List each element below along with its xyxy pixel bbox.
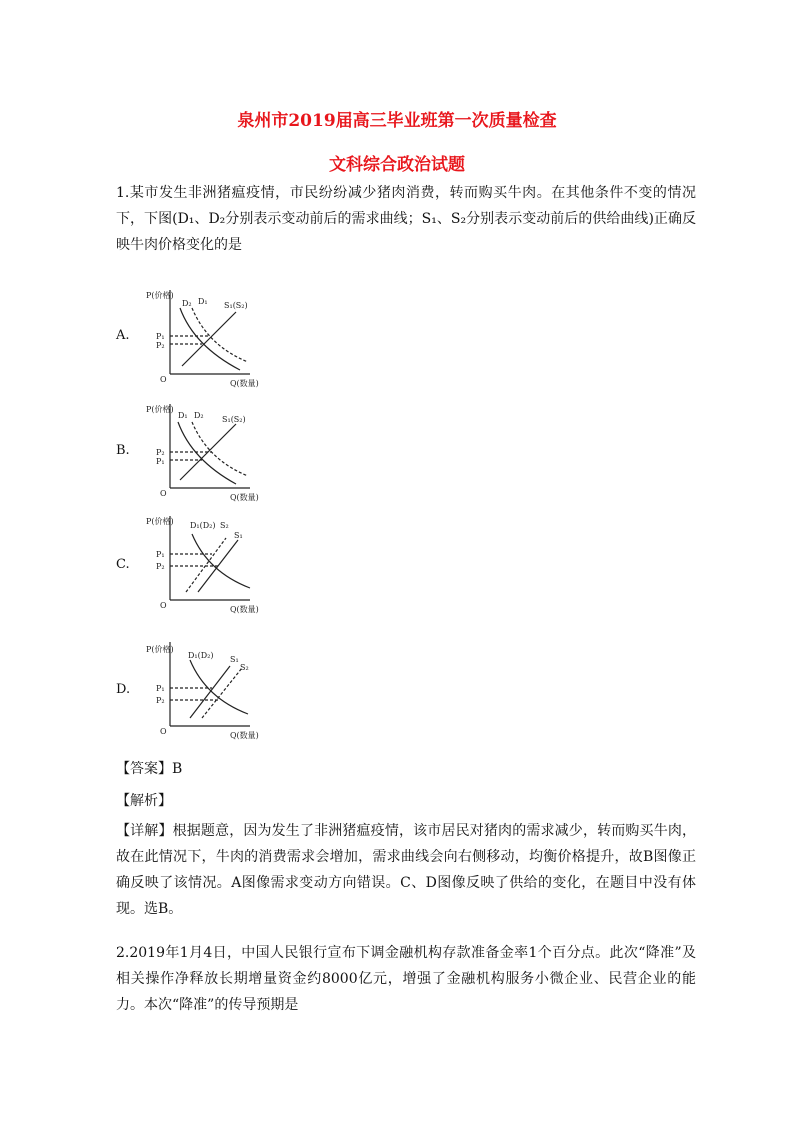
analysis-heading: 【解析】	[116, 793, 172, 809]
curve-label: S₁(S₂)	[224, 301, 248, 310]
curve-label: D₁(D₂)	[188, 651, 214, 660]
x-axis-label: Q(数量)	[230, 605, 259, 614]
price-label: P₂	[156, 448, 165, 457]
option-b-label[interactable]: B.	[116, 443, 130, 458]
price-label: P₁	[156, 332, 165, 341]
option-d-label[interactable]: D.	[116, 682, 131, 697]
curve-label: D₁(D₂)	[190, 521, 216, 530]
y-axis-label: P(价格)	[146, 517, 174, 526]
page-subtitle: 文科综合政治试题	[329, 155, 465, 175]
curve-label: D₂	[182, 299, 192, 308]
curve-label: D₂	[194, 411, 204, 420]
price-label: P₂	[156, 696, 165, 705]
x-axis-label: Q(数量)	[230, 379, 259, 388]
curve-label: D₁	[178, 411, 188, 420]
origin-label: O	[160, 727, 167, 736]
origin-label: O	[160, 375, 167, 384]
page-title: 泉州市2019届高三毕业班第一次质量检查	[237, 111, 557, 131]
y-axis-label: P(价格)	[146, 645, 174, 654]
curve-label: S₂	[240, 663, 249, 672]
x-axis-label: Q(数量)	[230, 731, 259, 740]
curve-label: S₁	[234, 531, 243, 540]
price-label: P₁	[156, 684, 165, 693]
option-d-graph	[146, 638, 286, 742]
option-c-graph	[146, 512, 286, 616]
option-a-label[interactable]: A.	[116, 328, 130, 343]
x-axis-label: Q(数量)	[230, 493, 259, 502]
price-label: P₁	[156, 457, 165, 466]
question-2-stem: 2.2019年1月4日，中国人民银行宣布下调金融机构存款准备金率1个百分点。此次“降准”及相关操作净释放长期增量资金约8000亿元，增强了金融机构服务小微企业、民营企业的能力。本次“降准”的传导预期是	[116, 945, 696, 1013]
curve-label: D₁	[198, 297, 208, 306]
y-axis-label: P(价格)	[146, 405, 174, 414]
option-b-graph	[146, 400, 286, 504]
price-label: P₁	[156, 550, 165, 559]
y-axis-label: P(价格)	[146, 291, 174, 300]
curve-label: S₁	[230, 655, 239, 664]
price-label: P₂	[156, 341, 165, 350]
origin-label: O	[160, 601, 167, 610]
price-label: P₂	[156, 562, 165, 571]
analysis-text: 【详解】根据题意，因为发生了非洲猪瘟疫情，该市居民对猪肉的需求减少，转而购买牛肉，故在此情况下，牛肉的消费需求会增加，需求曲线会向右侧移动，均衡价格提升，故B图像正确反映了该情况。A图像需求变动方向错误。C、D图像反映了供给的变化，在题目中没有体现。选B。	[116, 823, 696, 917]
option-c-label[interactable]: C.	[116, 557, 130, 572]
answer: 【答案】B	[116, 761, 183, 777]
curve-label: S₂	[220, 521, 229, 530]
curve-label: S₁(S₂)	[222, 415, 246, 424]
option-a-graph	[146, 286, 286, 390]
question-1-stem: 1.某市发生非洲猪瘟疫情，市民纷纷减少猪肉消费，转而购买牛肉。在其他条件不变的情况下，下图(D₁、D₂分别表示变动前后的需求曲线；S₁、S₂分别表示变动前后的供给曲线)正确反映牛肉价格变化的是	[116, 185, 696, 253]
origin-label: O	[160, 489, 167, 498]
